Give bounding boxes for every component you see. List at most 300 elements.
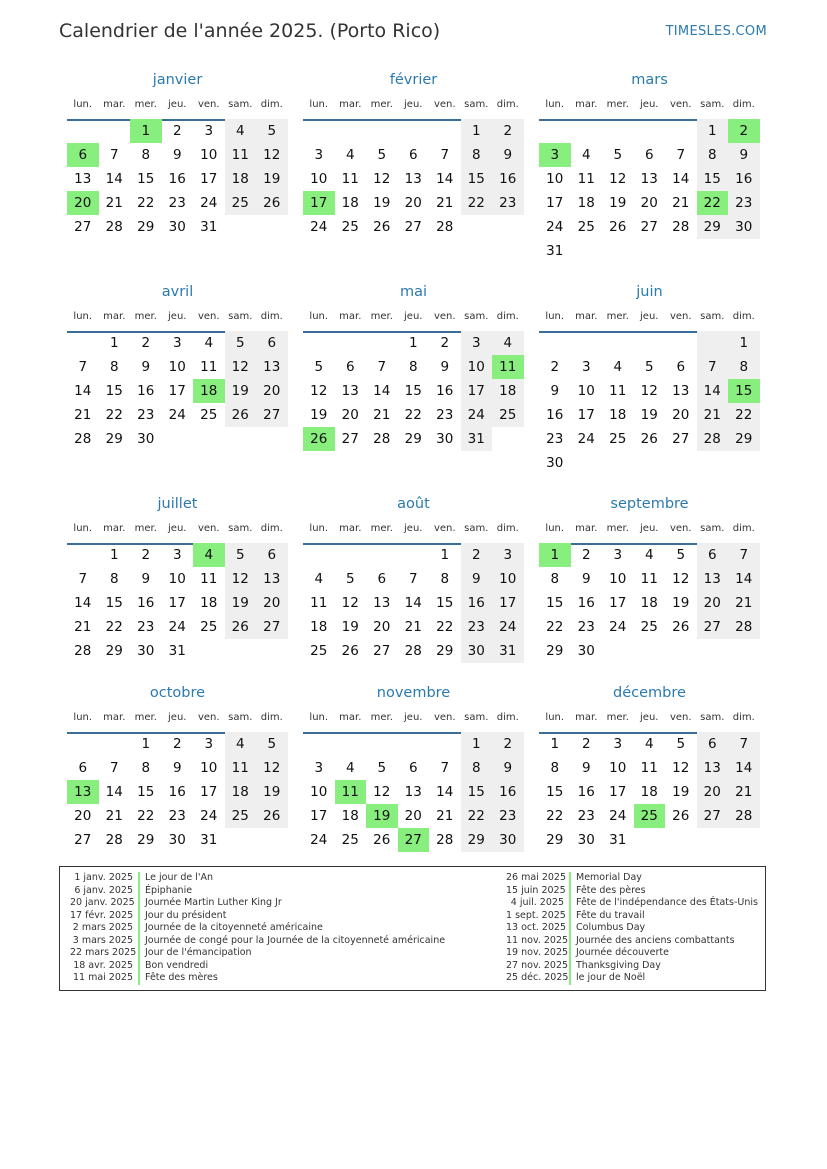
day-cell[interactable]: 7: [440, 147, 450, 163]
day-cell[interactable]: 11: [640, 760, 658, 776]
day-cell[interactable]: 31: [461, 427, 493, 451]
day-cell[interactable]: 23: [546, 431, 564, 447]
day-cell[interactable]: 26: [225, 615, 257, 639]
day-cell[interactable]: 9: [492, 756, 524, 780]
day-cell[interactable]: 28: [74, 643, 92, 659]
day-cell[interactable]: 4: [345, 760, 355, 776]
day-cell[interactable]: 18: [200, 595, 218, 611]
day-cell[interactable]: 12: [256, 143, 288, 167]
day-cell[interactable]: 26: [373, 832, 391, 848]
day-cell[interactable]: 17: [546, 195, 564, 211]
day-cell[interactable]: 16: [436, 383, 454, 399]
day-cell[interactable]: 28: [404, 643, 422, 659]
day-cell[interactable]: 31: [609, 832, 627, 848]
day-cell[interactable]: 28: [436, 832, 454, 848]
day-cell[interactable]: 5: [345, 571, 355, 587]
day-cell[interactable]: 30: [577, 832, 595, 848]
day-cell[interactable]: 17: [461, 379, 493, 403]
day-cell[interactable]: 22: [105, 407, 123, 423]
day-cell[interactable]: 24: [609, 808, 627, 824]
day-cell[interactable]: 13: [640, 171, 658, 187]
day-cell[interactable]: 3: [172, 547, 182, 563]
day-cell[interactable]: 23: [577, 619, 595, 635]
day-cell[interactable]: 2: [550, 359, 560, 375]
day-cell[interactable]: 6: [256, 331, 288, 355]
day-cell[interactable]: 19: [609, 195, 627, 211]
day-cell[interactable]: 27: [640, 219, 658, 235]
day-cell[interactable]: 10: [461, 355, 493, 379]
day-cell[interactable]: 20: [697, 780, 729, 804]
day-cell[interactable]: 26: [609, 219, 627, 235]
day-cell[interactable]: 12: [373, 171, 391, 187]
day-cell[interactable]: 21: [728, 591, 760, 615]
day-cell[interactable]: 5: [676, 547, 686, 563]
day-cell[interactable]: 21: [105, 808, 123, 824]
holiday-day-cell[interactable]: 1: [130, 119, 162, 143]
day-cell[interactable]: 4: [644, 736, 654, 752]
day-cell[interactable]: 23: [168, 808, 186, 824]
day-cell[interactable]: 25: [492, 403, 524, 427]
day-cell[interactable]: 4: [613, 359, 623, 375]
day-cell[interactable]: 12: [225, 355, 257, 379]
day-cell[interactable]: 17: [310, 808, 328, 824]
day-cell[interactable]: 10: [168, 571, 186, 587]
day-cell[interactable]: 21: [436, 808, 454, 824]
day-cell[interactable]: 28: [105, 832, 123, 848]
day-cell[interactable]: 15: [137, 784, 155, 800]
day-cell[interactable]: 25: [341, 219, 359, 235]
day-cell[interactable]: 17: [609, 595, 627, 611]
holiday-day-cell[interactable]: 27: [398, 828, 430, 852]
day-cell[interactable]: 15: [546, 595, 564, 611]
day-cell[interactable]: 30: [168, 832, 186, 848]
day-cell[interactable]: 7: [78, 571, 88, 587]
day-cell[interactable]: 1: [109, 547, 119, 563]
day-cell[interactable]: 27: [74, 219, 92, 235]
day-cell[interactable]: 1: [461, 732, 493, 756]
day-cell[interactable]: 22: [546, 619, 564, 635]
day-cell[interactable]: 19: [640, 407, 658, 423]
day-cell[interactable]: 18: [341, 808, 359, 824]
day-cell[interactable]: 18: [609, 407, 627, 423]
day-cell[interactable]: 24: [200, 195, 218, 211]
holiday-day-cell[interactable]: 19: [366, 804, 398, 828]
day-cell[interactable]: 12: [672, 571, 690, 587]
day-cell[interactable]: 15: [404, 383, 422, 399]
day-cell[interactable]: 11: [310, 595, 328, 611]
day-cell[interactable]: 18: [225, 780, 257, 804]
day-cell[interactable]: 11: [640, 571, 658, 587]
day-cell[interactable]: 10: [609, 760, 627, 776]
day-cell[interactable]: 8: [408, 359, 418, 375]
day-cell[interactable]: 25: [577, 219, 595, 235]
day-cell[interactable]: 23: [492, 191, 524, 215]
day-cell[interactable]: 20: [404, 808, 422, 824]
day-cell[interactable]: 26: [373, 219, 391, 235]
day-cell[interactable]: 26: [640, 431, 658, 447]
day-cell[interactable]: 2: [461, 543, 493, 567]
day-cell[interactable]: 31: [168, 643, 186, 659]
day-cell[interactable]: 21: [404, 619, 422, 635]
day-cell[interactable]: 20: [341, 407, 359, 423]
day-cell[interactable]: 2: [141, 547, 151, 563]
day-cell[interactable]: 25: [200, 407, 218, 423]
day-cell[interactable]: 5: [314, 359, 324, 375]
day-cell[interactable]: 23: [492, 804, 524, 828]
holiday-day-cell[interactable]: 6: [67, 143, 99, 167]
day-cell[interactable]: 3: [461, 331, 493, 355]
day-cell[interactable]: 3: [492, 543, 524, 567]
day-cell[interactable]: 10: [577, 383, 595, 399]
day-cell[interactable]: 13: [256, 567, 288, 591]
day-cell[interactable]: 27: [256, 403, 288, 427]
day-cell[interactable]: 12: [609, 171, 627, 187]
day-cell[interactable]: 8: [461, 756, 493, 780]
day-cell[interactable]: 10: [168, 359, 186, 375]
day-cell[interactable]: 29: [404, 431, 422, 447]
day-cell[interactable]: 25: [225, 804, 257, 828]
day-cell[interactable]: 2: [492, 732, 524, 756]
day-cell[interactable]: 20: [256, 379, 288, 403]
day-cell[interactable]: 1: [141, 736, 151, 752]
day-cell[interactable]: 18: [640, 784, 658, 800]
day-cell[interactable]: 16: [168, 784, 186, 800]
day-cell[interactable]: 12: [225, 567, 257, 591]
day-cell[interactable]: 3: [613, 736, 623, 752]
day-cell[interactable]: 10: [200, 760, 218, 776]
day-cell[interactable]: 20: [74, 808, 92, 824]
day-cell[interactable]: 20: [697, 591, 729, 615]
day-cell[interactable]: 15: [546, 784, 564, 800]
day-cell[interactable]: 16: [492, 167, 524, 191]
day-cell[interactable]: 13: [74, 171, 92, 187]
day-cell[interactable]: 23: [137, 619, 155, 635]
day-cell[interactable]: 6: [644, 147, 654, 163]
day-cell[interactable]: 1: [109, 335, 119, 351]
day-cell[interactable]: 9: [492, 143, 524, 167]
day-cell[interactable]: 28: [373, 431, 391, 447]
day-cell[interactable]: 2: [492, 119, 524, 143]
day-cell[interactable]: 7: [697, 355, 729, 379]
day-cell[interactable]: 25: [200, 619, 218, 635]
day-cell[interactable]: 26: [672, 619, 690, 635]
day-cell[interactable]: 6: [345, 359, 355, 375]
day-cell[interactable]: 8: [728, 355, 760, 379]
day-cell[interactable]: 17: [168, 595, 186, 611]
day-cell[interactable]: 10: [492, 567, 524, 591]
day-cell[interactable]: 24: [461, 403, 493, 427]
day-cell[interactable]: 14: [373, 383, 391, 399]
day-cell[interactable]: 2: [440, 335, 450, 351]
day-cell[interactable]: 1: [461, 119, 493, 143]
day-cell[interactable]: 22: [404, 407, 422, 423]
day-cell[interactable]: 4: [581, 147, 591, 163]
day-cell[interactable]: 17: [200, 784, 218, 800]
day-cell[interactable]: 5: [225, 331, 257, 355]
day-cell[interactable]: 9: [141, 359, 151, 375]
day-cell[interactable]: 29: [546, 832, 564, 848]
day-cell[interactable]: 11: [200, 571, 218, 587]
day-cell[interactable]: 20: [373, 619, 391, 635]
day-cell[interactable]: 7: [676, 147, 686, 163]
day-cell[interactable]: 9: [581, 760, 591, 776]
day-cell[interactable]: 13: [404, 171, 422, 187]
holiday-day-cell[interactable]: 26: [303, 427, 335, 451]
day-cell[interactable]: 16: [137, 595, 155, 611]
day-cell[interactable]: 18: [577, 195, 595, 211]
day-cell[interactable]: 25: [225, 191, 257, 215]
day-cell[interactable]: 10: [310, 171, 328, 187]
day-cell[interactable]: 31: [492, 639, 524, 663]
day-cell[interactable]: 9: [440, 359, 450, 375]
day-cell[interactable]: 24: [310, 219, 328, 235]
day-cell[interactable]: 14: [436, 171, 454, 187]
day-cell[interactable]: 12: [341, 595, 359, 611]
day-cell[interactable]: 18: [492, 379, 524, 403]
day-cell[interactable]: 30: [728, 215, 760, 239]
day-cell[interactable]: 5: [676, 736, 686, 752]
day-cell[interactable]: 6: [256, 543, 288, 567]
day-cell[interactable]: 5: [225, 543, 257, 567]
day-cell[interactable]: 17: [492, 591, 524, 615]
day-cell[interactable]: 21: [728, 780, 760, 804]
day-cell[interactable]: 26: [225, 403, 257, 427]
day-cell[interactable]: 24: [168, 407, 186, 423]
day-cell[interactable]: 5: [613, 147, 623, 163]
holiday-day-cell[interactable]: 20: [67, 191, 99, 215]
day-cell[interactable]: 27: [74, 832, 92, 848]
holiday-day-cell[interactable]: 4: [193, 543, 225, 567]
day-cell[interactable]: 28: [728, 615, 760, 639]
day-cell[interactable]: 8: [697, 143, 729, 167]
day-cell[interactable]: 2: [581, 547, 591, 563]
day-cell[interactable]: 30: [436, 431, 454, 447]
day-cell[interactable]: 9: [172, 760, 182, 776]
day-cell[interactable]: 14: [697, 379, 729, 403]
day-cell[interactable]: 18: [341, 195, 359, 211]
holiday-day-cell[interactable]: 22: [697, 191, 729, 215]
day-cell[interactable]: 17: [200, 171, 218, 187]
day-cell[interactable]: 11: [225, 143, 257, 167]
day-cell[interactable]: 8: [141, 147, 151, 163]
holiday-day-cell[interactable]: 18: [193, 379, 225, 403]
day-cell[interactable]: 29: [461, 828, 493, 852]
day-cell[interactable]: 19: [672, 784, 690, 800]
day-cell[interactable]: 12: [310, 383, 328, 399]
day-cell[interactable]: 2: [141, 335, 151, 351]
day-cell[interactable]: 11: [200, 359, 218, 375]
day-cell[interactable]: 31: [200, 832, 218, 848]
day-cell[interactable]: 14: [728, 756, 760, 780]
day-cell[interactable]: 16: [168, 171, 186, 187]
day-cell[interactable]: 14: [74, 383, 92, 399]
day-cell[interactable]: 10: [609, 571, 627, 587]
day-cell[interactable]: 18: [310, 619, 328, 635]
day-cell[interactable]: 30: [546, 455, 564, 471]
day-cell[interactable]: 19: [225, 379, 257, 403]
day-cell[interactable]: 29: [105, 431, 123, 447]
day-cell[interactable]: 4: [225, 119, 257, 143]
day-cell[interactable]: 4: [644, 547, 654, 563]
day-cell[interactable]: 8: [109, 571, 119, 587]
day-cell[interactable]: 13: [341, 383, 359, 399]
day-cell[interactable]: 27: [697, 615, 729, 639]
day-cell[interactable]: 11: [225, 756, 257, 780]
day-cell[interactable]: 13: [256, 355, 288, 379]
day-cell[interactable]: 24: [310, 832, 328, 848]
day-cell[interactable]: 21: [436, 195, 454, 211]
day-cell[interactable]: 25: [310, 643, 328, 659]
day-cell[interactable]: 3: [172, 335, 182, 351]
day-cell[interactable]: 28: [436, 219, 454, 235]
day-cell[interactable]: 13: [697, 756, 729, 780]
day-cell[interactable]: 8: [461, 143, 493, 167]
day-cell[interactable]: 3: [314, 147, 324, 163]
day-cell[interactable]: 30: [492, 828, 524, 852]
day-cell[interactable]: 28: [105, 219, 123, 235]
day-cell[interactable]: 16: [546, 407, 564, 423]
day-cell[interactable]: 21: [74, 407, 92, 423]
day-cell[interactable]: 16: [461, 591, 493, 615]
day-cell[interactable]: 14: [74, 595, 92, 611]
day-cell[interactable]: 12: [672, 760, 690, 776]
day-cell[interactable]: 8: [550, 760, 560, 776]
day-cell[interactable]: 29: [728, 427, 760, 451]
day-cell[interactable]: 27: [373, 643, 391, 659]
day-cell[interactable]: 22: [728, 403, 760, 427]
day-cell[interactable]: 23: [168, 195, 186, 211]
day-cell[interactable]: 3: [204, 736, 214, 752]
day-cell[interactable]: 23: [577, 808, 595, 824]
day-cell[interactable]: 5: [377, 760, 387, 776]
day-cell[interactable]: 5: [644, 359, 654, 375]
day-cell[interactable]: 21: [105, 195, 123, 211]
day-cell[interactable]: 22: [137, 195, 155, 211]
holiday-day-cell[interactable]: 17: [303, 191, 335, 215]
day-cell[interactable]: 27: [256, 615, 288, 639]
day-cell[interactable]: 17: [577, 407, 595, 423]
day-cell[interactable]: 7: [728, 732, 760, 756]
day-cell[interactable]: 31: [546, 243, 564, 259]
day-cell[interactable]: 14: [728, 567, 760, 591]
day-cell[interactable]: 26: [341, 643, 359, 659]
day-cell[interactable]: 6: [78, 760, 88, 776]
holiday-day-cell[interactable]: 25: [634, 804, 666, 828]
day-cell[interactable]: 23: [461, 615, 493, 639]
day-cell[interactable]: 9: [141, 571, 151, 587]
day-cell[interactable]: 7: [109, 147, 119, 163]
day-cell[interactable]: 24: [168, 619, 186, 635]
day-cell[interactable]: 10: [546, 171, 564, 187]
day-cell[interactable]: 24: [609, 619, 627, 635]
day-cell[interactable]: 26: [256, 804, 288, 828]
day-cell[interactable]: 24: [546, 219, 564, 235]
day-cell[interactable]: 16: [577, 595, 595, 611]
day-cell[interactable]: 8: [141, 760, 151, 776]
day-cell[interactable]: 18: [225, 167, 257, 191]
day-cell[interactable]: 20: [404, 195, 422, 211]
day-cell[interactable]: 7: [109, 760, 119, 776]
day-cell[interactable]: 2: [172, 123, 182, 139]
day-cell[interactable]: 13: [672, 383, 690, 399]
day-cell[interactable]: 22: [436, 619, 454, 635]
day-cell[interactable]: 22: [461, 191, 493, 215]
day-cell[interactable]: 6: [377, 571, 387, 587]
day-cell[interactable]: 16: [137, 383, 155, 399]
day-cell[interactable]: 15: [105, 383, 123, 399]
day-cell[interactable]: 16: [728, 167, 760, 191]
day-cell[interactable]: 3: [613, 547, 623, 563]
day-cell[interactable]: 7: [408, 571, 418, 587]
day-cell[interactable]: 30: [168, 219, 186, 235]
day-cell[interactable]: 27: [341, 431, 359, 447]
day-cell[interactable]: 13: [697, 567, 729, 591]
day-cell[interactable]: 1: [728, 331, 760, 355]
day-cell[interactable]: 29: [546, 643, 564, 659]
day-cell[interactable]: 22: [546, 808, 564, 824]
day-cell[interactable]: 24: [200, 808, 218, 824]
day-cell[interactable]: 19: [373, 195, 391, 211]
day-cell[interactable]: 30: [137, 431, 155, 447]
day-cell[interactable]: 2: [172, 736, 182, 752]
day-cell[interactable]: 12: [640, 383, 658, 399]
day-cell[interactable]: 29: [105, 643, 123, 659]
day-cell[interactable]: 4: [314, 571, 324, 587]
day-cell[interactable]: 7: [728, 543, 760, 567]
day-cell[interactable]: 19: [310, 407, 328, 423]
day-cell[interactable]: 28: [697, 427, 729, 451]
day-cell[interactable]: 23: [137, 407, 155, 423]
day-cell[interactable]: 18: [640, 595, 658, 611]
day-cell[interactable]: 19: [672, 595, 690, 611]
day-cell[interactable]: 15: [436, 595, 454, 611]
day-cell[interactable]: 9: [172, 147, 182, 163]
day-cell[interactable]: 8: [109, 359, 119, 375]
day-cell[interactable]: 19: [225, 591, 257, 615]
day-cell[interactable]: 30: [461, 639, 493, 663]
day-cell[interactable]: 8: [440, 571, 450, 587]
day-cell[interactable]: 30: [137, 643, 155, 659]
day-cell[interactable]: 3: [314, 760, 324, 776]
day-cell[interactable]: 14: [105, 784, 123, 800]
day-cell[interactable]: 29: [137, 832, 155, 848]
day-cell[interactable]: 6: [676, 359, 686, 375]
holiday-day-cell[interactable]: 11: [335, 780, 367, 804]
day-cell[interactable]: 14: [105, 171, 123, 187]
day-cell[interactable]: 19: [341, 619, 359, 635]
day-cell[interactable]: 4: [345, 147, 355, 163]
day-cell[interactable]: 26: [672, 808, 690, 824]
day-cell[interactable]: 4: [204, 335, 214, 351]
day-cell[interactable]: 15: [461, 780, 493, 804]
day-cell[interactable]: 6: [408, 760, 418, 776]
day-cell[interactable]: 27: [404, 219, 422, 235]
day-cell[interactable]: 1: [550, 736, 560, 752]
day-cell[interactable]: 17: [609, 784, 627, 800]
holiday-day-cell[interactable]: 15: [728, 379, 760, 403]
holiday-day-cell[interactable]: 3: [539, 143, 571, 167]
brand-logo[interactable]: TIMESLES.COM: [665, 24, 767, 39]
day-cell[interactable]: 13: [373, 595, 391, 611]
day-cell[interactable]: 27: [697, 804, 729, 828]
day-cell[interactable]: 28: [74, 431, 92, 447]
day-cell[interactable]: 23: [728, 191, 760, 215]
day-cell[interactable]: 21: [697, 403, 729, 427]
day-cell[interactable]: 9: [550, 383, 560, 399]
day-cell[interactable]: 22: [105, 619, 123, 635]
day-cell[interactable]: 12: [373, 784, 391, 800]
day-cell[interactable]: 14: [672, 171, 690, 187]
